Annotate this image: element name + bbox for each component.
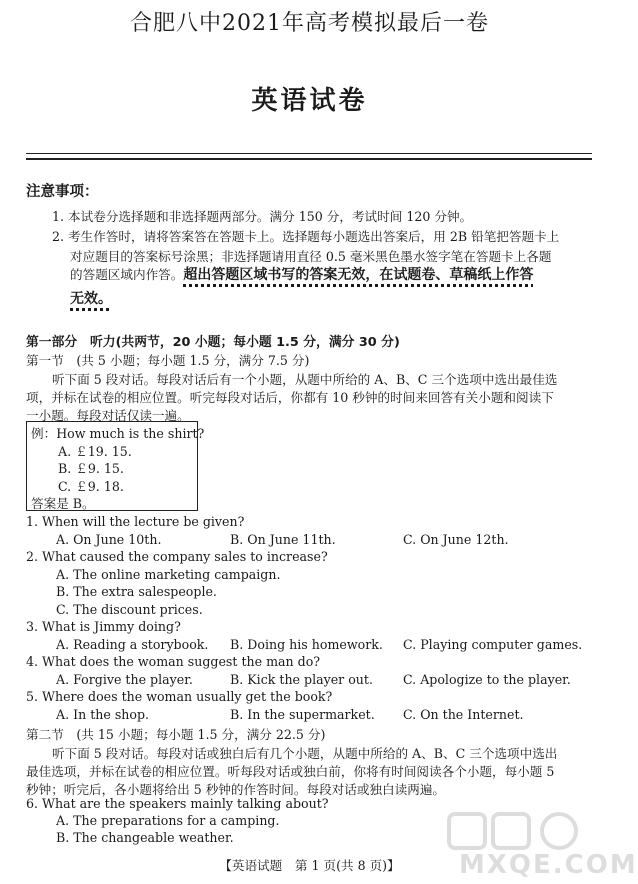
question-3-option-b: B. Doing his homework. (230, 637, 383, 652)
question-5-option-c: C. On the Internet. (403, 707, 524, 722)
question-2: 2. What caused the company sales to increase? (26, 549, 328, 564)
section1-instruction-line-3: 一小题。每段对话仅读一遍。 (26, 408, 190, 423)
question-4-option-b: B. Kick the player out. (230, 672, 373, 687)
header-divider-thin (26, 153, 592, 154)
question-3-option-a: A. Reading a storybook. (56, 637, 209, 652)
notice-item-1: 1. 本试卷分选择题和非选择题两部分。满分 150 分，考试时间 120 分钟。 (52, 209, 473, 224)
section1-heading: 第一节 (共 5 小题；每小题 1.5 分，满分 7.5 分) (26, 353, 310, 368)
example-option-a: A. ￡19. 15. (58, 444, 132, 459)
section2-instruction-line-1: 听下面 5 段对话。每段对话或独白后有几个小题，从题中所给的 A、B、C 三个选项中选出 (52, 746, 558, 761)
exam-title: 合肥八中2021年高考模拟最后一卷 (130, 11, 489, 36)
notice-warning-emphasis-end: 无效。 (70, 291, 112, 307)
section2-instruction-line-2: 最佳选项，并标在试卷的相应位置。听每段对话或独白前，你将有时间阅读各个小题，每小题 5 (26, 764, 555, 779)
notice-heading: 注意事项： (26, 184, 99, 200)
section2-instruction-line-3: 秒钟；听完后，各小题将给出 5 秒钟的作答时间。每段对话或独白读两遍。 (26, 782, 446, 797)
question-5: 5. Where does the woman usually get the book? (26, 689, 333, 704)
question-6-option-b: B. The changeable weather. (56, 830, 234, 845)
notice-item-2-line-2: 对应题目的答案标号涂黑；非选择题请用直径 0.5 毫米黑色墨水签字笔在答题卡上各题 (70, 249, 552, 264)
question-6: 6. What are the speakers mainly talking about? (26, 796, 329, 811)
example-question: 例：How much is the shirt? (31, 426, 205, 441)
question-6-option-a: A. The preparations for a camping. (56, 813, 280, 828)
exam-subtitle: 英语试卷 (251, 86, 368, 116)
question-1-option-c: C. On June 12th. (403, 532, 509, 547)
question-4: 4. What does the woman suggest the man do? (26, 654, 321, 669)
section2-heading: 第二节 (共 15 小题；每小题 1.5 分，满分 22.5 分) (26, 727, 326, 742)
example-option-b: B. ￡9. 15. (58, 461, 124, 476)
question-2-option-a: A. The online marketing campaign. (56, 567, 281, 582)
notice-item-2-line-3 (70, 264, 533, 284)
section1-instruction-line-2: 项，并标在试卷的相应位置。听完每段对话后，你都有 10 秒钟的时间来回答有关小题和阅读下 (26, 390, 554, 405)
question-5-option-a: A. In the shop. (56, 707, 150, 722)
notice-warning-emphasis: 超出答题区域书写的答案无效，在试题卷、草稿纸上作答 (183, 267, 534, 283)
question-2-option-c: C. The discount prices. (56, 602, 203, 617)
page-footer: 【英语试题 第 1 页(共 8 页)】 (219, 858, 400, 873)
header-divider-thick (26, 158, 592, 160)
notice-item-2-line-1: 2. 考生作答时，请将答案答在答题卡上。选择题每小题选出答案后，用 2B 铅笔把答题卡上 (52, 229, 560, 244)
watermark-text: MXQE.COM (459, 850, 638, 880)
watermark-logo (429, 810, 638, 880)
question-1-option-a: A. On June 10th. (56, 532, 162, 547)
notice-item-2-line-3-prefix: 的答题区域内作答。 (70, 267, 184, 282)
example-option-c: C. ￡9. 18. (58, 479, 124, 494)
part1-heading: 第一部分 听力(共两节，20 小题；每小题 1.5 分，满分 30 分) (26, 335, 400, 350)
question-2-option-b: B. The extra salespeople. (56, 584, 217, 599)
question-1: 1. When will the lecture be given? (26, 514, 245, 529)
question-4-option-a: A. Forgive the player. (56, 672, 193, 687)
example-answer: 答案是 B。 (31, 496, 95, 511)
question-1-option-b: B. On June 11th. (230, 532, 336, 547)
question-3: 3. What is Jimmy doing? (26, 619, 181, 634)
question-5-option-b: B. In the supermarket. (230, 707, 375, 722)
question-3-option-c: C. Playing computer games. (403, 637, 583, 652)
question-4-option-c: C. Apologize to the player. (403, 672, 571, 687)
section1-instruction-line-1: 听下面 5 段对话。每段对话后有一个小题，从题中所给的 A、B、C 三个选项中选出最佳选 (52, 372, 558, 387)
